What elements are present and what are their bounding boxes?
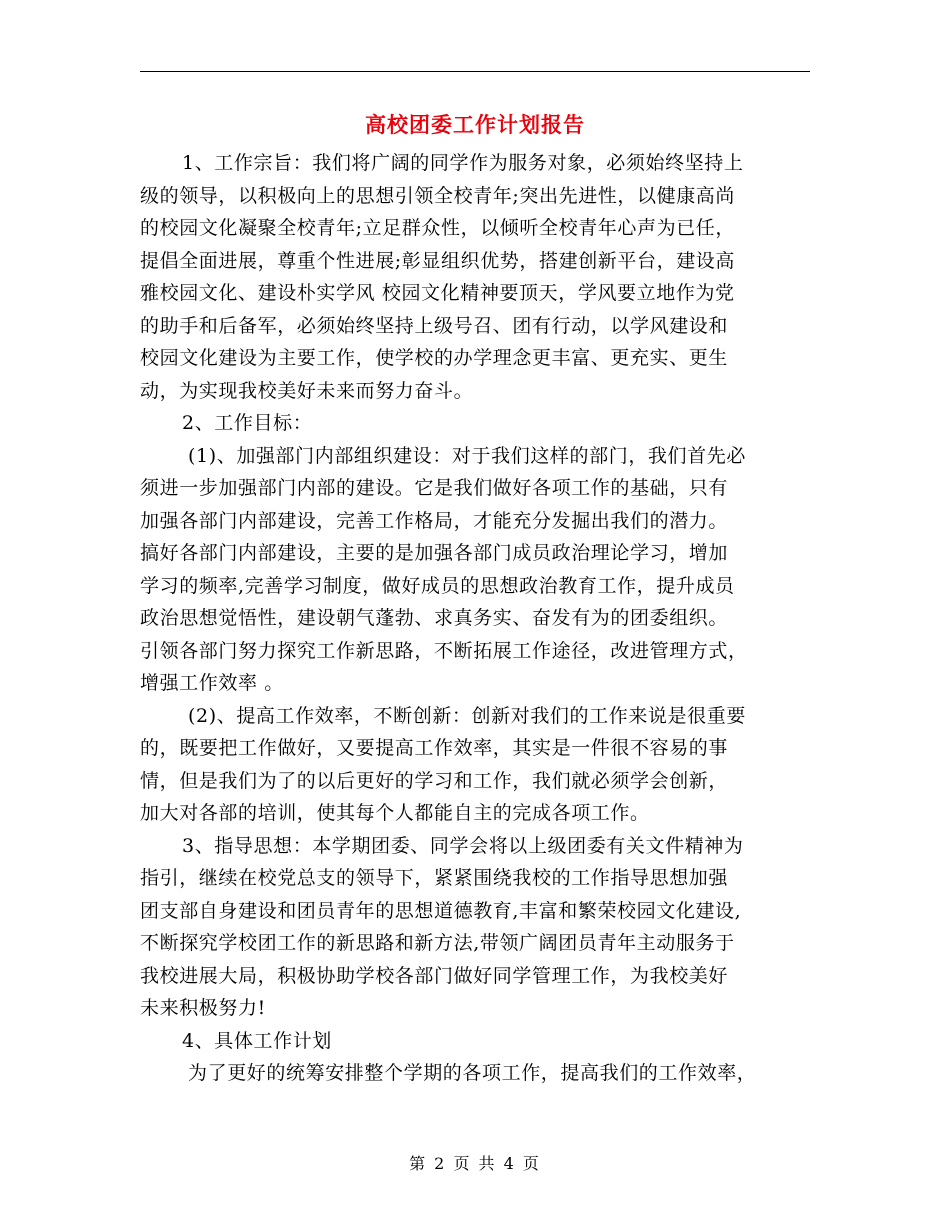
- section-heading: 4、具体工作计划: [182, 1029, 332, 1052]
- paragraph-line: 的，既要把工作做好，又要提高工作效率，其实是一件很不容易的事: [140, 737, 729, 759]
- paragraph-line: (1)、加强部门内部组织建设：对于我们这样的部门，我们首先必: [188, 444, 746, 467]
- paragraph-line: 雅校园文化、建设朴实学风 校园文化精神要顶天，学风要立地作为党: [140, 282, 735, 304]
- paragraph-line: 增强工作效率 。: [140, 672, 284, 694]
- paragraph-line: 情，但是我们为了的以后更好的学习和工作，我们就必须学会创新，: [140, 769, 729, 792]
- paragraph-line: 级的领导，以积极向上的思想引领全校青年;突出先进性，以健康高尚: [140, 184, 736, 207]
- section-heading: 2、工作目标：: [182, 412, 313, 434]
- header-rule: [140, 71, 810, 72]
- paragraph-line: 动，为实现我校美好未来而努力奋斗。: [140, 379, 474, 402]
- document-title: 高校团委工作计划报告: [365, 112, 585, 137]
- paragraph-line: 加强各部门内部建设，完善工作格局，才能充分发掘出我们的潜力。: [140, 509, 729, 532]
- paragraph-line: 为了更好的统筹安排整个学期的各项工作，提高我们的工作效率，: [188, 1062, 757, 1084]
- paragraph-line: (2)、提高工作效率，不断创新：创新对我们的工作来说是很重要: [188, 704, 746, 727]
- paragraph-line: 校园文化建设为主要工作，使学校的办学理念更丰富、更充实、更生: [140, 347, 729, 369]
- paragraph-line: 提倡全面进展，尊重个性进展;彰显组织优势，搭建创新平台，建设高: [140, 249, 736, 272]
- paragraph-line: 指引，继续在校党总支的领导下，紧紧围绕我校的工作指导思想加强: [140, 867, 729, 889]
- paragraph-line: 学习的频率,完善学习制度，做好成员的思想政治教育工作，提升成员: [140, 574, 735, 597]
- document-body: [140, 147, 810, 1090]
- paragraph-line: 须进一步加强部门内部的建设。它是我们做好各项工作的基础，只有: [140, 477, 729, 499]
- paragraph-line: 未来积极努力!: [140, 997, 266, 1019]
- paragraph-line: 不断探究学校团工作的新思路和新方法,带领广阔团员青年主动服务于: [140, 932, 735, 954]
- paragraph-line: 政治思想觉悟性，建设朝气蓬勃、求真务实、奋发有为的团委组织。: [140, 607, 729, 629]
- paragraph-line: 的校园文化凝聚全校青年;立足群众性，以倾听全校青年心声为已任，: [140, 217, 736, 239]
- paragraph-line: 搞好各部门内部建设，主要的是加强各部门成员政治理论学习，增加: [140, 542, 729, 564]
- paragraph-line: 加大对各部的培训，使其每个人都能自主的完成各项工作。: [140, 802, 650, 824]
- paragraph-line: 团支部自身建设和团员青年的思想道德教育,丰富和繁荣校园文化建设,: [140, 899, 742, 922]
- paragraph-line: 的助手和后备军，必须始终坚持上级号召、团有行动，以学风建设和: [140, 314, 729, 337]
- paragraph-line: 我校进展大局，积极协助学校各部门做好同学管理工作，为我校美好: [140, 964, 729, 987]
- paragraph-line: 引领各部门努力探究工作新思路，不断拓展工作途径，改进管理方式，: [140, 639, 748, 662]
- page-footer: 第 2 页 共 4 页: [409, 1154, 541, 1173]
- paragraph-line: 1、工作宗旨：我们将广阔的同学作为服务对象，必须始终坚持上: [182, 152, 744, 174]
- paragraph-line: 3、指导思想：本学期团委、同学会将以上级团委有关文件精神为: [182, 834, 744, 857]
